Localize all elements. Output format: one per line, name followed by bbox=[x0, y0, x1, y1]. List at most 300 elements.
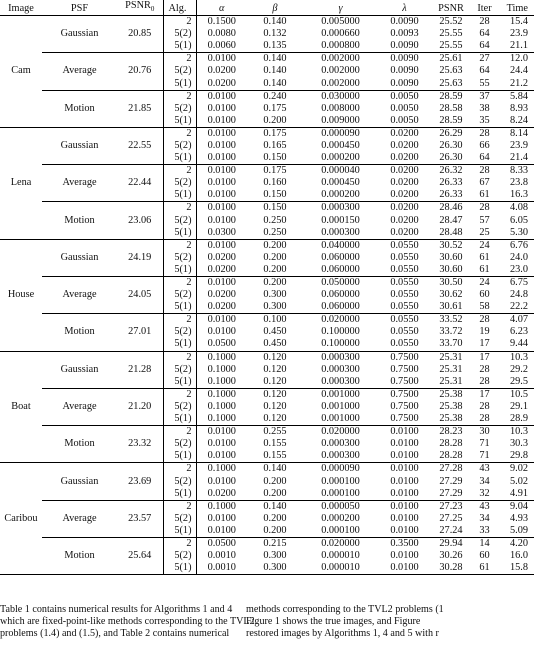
cell-psnr: 28.46 bbox=[439, 202, 463, 214]
psnr0-value: 22.55 bbox=[117, 127, 163, 164]
cell-alg: 5(1) bbox=[163, 525, 196, 538]
cell-lambda: 0.0100 bbox=[390, 438, 419, 450]
cell-alg: 2 bbox=[163, 537, 196, 550]
cell-lambda: 0.7500 bbox=[390, 388, 419, 400]
cell-time: 28.9 bbox=[498, 413, 534, 426]
cell-gamma: 0.005000 bbox=[321, 16, 360, 28]
cell-alg: 5(1) bbox=[163, 78, 196, 91]
cell-alg: 5(2) bbox=[163, 364, 196, 376]
cell-gamma: 0.000200 bbox=[321, 512, 360, 524]
cell-iter: 71 bbox=[471, 450, 498, 463]
cell-alg: 5(2) bbox=[163, 140, 196, 152]
cell-gamma: 0.008000 bbox=[321, 102, 360, 114]
psf-name: Motion bbox=[42, 314, 117, 351]
psnr0-value: 23.06 bbox=[117, 202, 163, 239]
header-psnr0-subscript: 0 bbox=[150, 5, 155, 14]
image-name: Caribou bbox=[0, 463, 42, 575]
cell-psnr: 30.26 bbox=[439, 550, 463, 562]
cell-lambda: 0.0090 bbox=[378, 40, 431, 53]
cell-beta: 0.200 bbox=[263, 251, 287, 263]
cell-beta: 0.175 bbox=[263, 102, 287, 114]
cell-time: 4.20 bbox=[509, 537, 528, 549]
cell-alpha: 0.0100 bbox=[207, 102, 236, 114]
cell-alpha: 0.0200 bbox=[196, 264, 247, 277]
cell-alg: 5(1) bbox=[163, 376, 196, 389]
cell-alg: 2 bbox=[163, 53, 196, 66]
cell-iter: 32 bbox=[471, 488, 498, 501]
cell-psnr: 30.61 bbox=[431, 301, 471, 314]
cell-alpha: 0.0100 bbox=[207, 475, 236, 487]
cell-alpha: 0.0100 bbox=[207, 127, 236, 139]
psnr0-value: 22.44 bbox=[117, 165, 163, 202]
cell-gamma: 0.000010 bbox=[303, 562, 378, 575]
cell-psnr: 28.58 bbox=[439, 102, 463, 114]
cell-alg: 5(2) bbox=[163, 476, 196, 488]
cell-time: 8.24 bbox=[498, 115, 534, 128]
cell-alpha: 0.0100 bbox=[207, 277, 236, 289]
psf-name: Gaussian bbox=[42, 239, 117, 276]
cell-time: 24.8 bbox=[509, 289, 528, 301]
cell-alpha: 0.0100 bbox=[207, 214, 236, 226]
table-row bbox=[0, 90, 534, 103]
psnr0-value: 24.19 bbox=[117, 239, 163, 276]
cell-alg: 5(1) bbox=[163, 562, 196, 575]
cell-beta: 0.150 bbox=[247, 189, 303, 202]
cell-gamma: 0.009000 bbox=[303, 115, 378, 128]
table-row bbox=[0, 500, 534, 513]
cell-psnr: 33.52 bbox=[439, 314, 463, 326]
cell-time: 10.5 bbox=[509, 388, 528, 400]
cell-alpha: 0.1000 bbox=[196, 413, 247, 426]
cell-gamma: 0.000100 bbox=[321, 475, 360, 487]
table-row bbox=[0, 426, 534, 439]
cell-beta: 0.200 bbox=[247, 488, 303, 501]
cell-alg: 2 bbox=[163, 500, 196, 513]
cell-beta: 0.132 bbox=[263, 28, 287, 40]
psf-name: Motion bbox=[42, 202, 117, 239]
cell-lambda: 0.0200 bbox=[390, 214, 419, 226]
cell-beta: 0.175 bbox=[263, 165, 287, 177]
cell-psnr: 26.33 bbox=[431, 189, 471, 202]
cell-gamma: 0.000040 bbox=[321, 165, 360, 177]
cell-iter: 35 bbox=[471, 115, 498, 128]
cell-beta: 0.120 bbox=[263, 363, 287, 375]
cell-psnr: 28.48 bbox=[431, 227, 471, 240]
cell-iter: 28 bbox=[479, 165, 490, 177]
cell-psnr: 29.94 bbox=[439, 537, 463, 549]
cell-psnr: 26.29 bbox=[439, 127, 463, 139]
cell-gamma: 0.002000 bbox=[303, 78, 378, 91]
cell-alg: 5(1) bbox=[163, 40, 196, 53]
cell-time: 6.75 bbox=[509, 277, 528, 289]
cell-beta: 0.300 bbox=[247, 301, 303, 314]
cell-iter: 28 bbox=[471, 376, 498, 389]
cell-iter: 60 bbox=[479, 289, 490, 301]
cell-alpha: 0.0200 bbox=[196, 301, 247, 314]
cell-alg: 2 bbox=[163, 314, 196, 327]
cell-beta: 0.120 bbox=[247, 413, 303, 426]
cell-lambda: 0.0200 bbox=[390, 139, 419, 151]
cell-iter: 64 bbox=[471, 152, 498, 165]
body-text-line: restored images by Algorithms 1, 4 and 5 with r bbox=[246, 628, 439, 640]
cell-alg: 5(1) bbox=[163, 450, 196, 463]
cell-alg: 2 bbox=[163, 16, 196, 29]
cell-time: 23.8 bbox=[509, 177, 528, 189]
cell-beta: 0.140 bbox=[263, 500, 287, 512]
cell-beta: 0.300 bbox=[263, 289, 287, 301]
cell-time: 5.02 bbox=[509, 475, 528, 487]
cell-iter: 19 bbox=[479, 326, 490, 338]
cell-alg: 2 bbox=[163, 90, 196, 103]
cell-psnr: 25.61 bbox=[439, 53, 463, 65]
cell-psnr: 25.55 bbox=[431, 40, 471, 53]
cell-time: 6.05 bbox=[509, 214, 528, 226]
cell-time: 24.4 bbox=[509, 65, 528, 77]
header-beta: β bbox=[247, 0, 303, 16]
cell-alpha: 0.0100 bbox=[207, 202, 236, 214]
cell-beta: 0.160 bbox=[263, 177, 287, 189]
table-row bbox=[0, 239, 534, 252]
cell-gamma: 0.000010 bbox=[321, 550, 360, 562]
cell-alpha: 0.0100 bbox=[207, 53, 236, 65]
psf-name: Gaussian bbox=[42, 127, 117, 164]
cell-gamma: 0.100000 bbox=[303, 338, 378, 351]
cell-beta: 0.200 bbox=[247, 115, 303, 128]
cell-beta: 0.215 bbox=[263, 537, 287, 549]
body-text-line: Table 1 contains numerical results for Algorithms 1 and 4 bbox=[0, 604, 233, 615]
cell-alpha: 0.0100 bbox=[207, 512, 236, 524]
cell-alg: 5(1) bbox=[163, 488, 196, 501]
psnr0-value: 23.57 bbox=[117, 500, 163, 537]
cell-alg: 2 bbox=[163, 388, 196, 401]
image-name: House bbox=[0, 239, 42, 351]
cell-psnr: 27.28 bbox=[439, 463, 463, 475]
cell-iter: 61 bbox=[479, 251, 490, 263]
psnr0-value: 21.20 bbox=[117, 388, 163, 425]
image-name: Lena bbox=[0, 127, 42, 239]
psnr0-value: 27.01 bbox=[117, 314, 163, 351]
cell-time: 23.0 bbox=[498, 264, 534, 277]
cell-gamma: 0.100000 bbox=[321, 326, 360, 338]
cell-alg: 2 bbox=[163, 165, 196, 178]
cell-beta: 0.200 bbox=[263, 475, 287, 487]
table-row bbox=[0, 16, 534, 29]
cell-lambda: 0.0200 bbox=[378, 227, 431, 240]
cell-lambda: 0.0550 bbox=[378, 264, 431, 277]
cell-time: 9.04 bbox=[509, 500, 528, 512]
cell-gamma: 0.000300 bbox=[303, 450, 378, 463]
psf-name: Average bbox=[42, 277, 117, 314]
cell-iter: 25 bbox=[471, 227, 498, 240]
cell-gamma: 0.000450 bbox=[321, 139, 360, 151]
table-row bbox=[0, 463, 534, 476]
cell-beta: 0.120 bbox=[263, 400, 287, 412]
cell-alg: 5(1) bbox=[163, 264, 196, 277]
cell-beta: 0.240 bbox=[263, 90, 287, 102]
cell-beta: 0.140 bbox=[263, 463, 287, 475]
cell-gamma: 0.002000 bbox=[321, 65, 360, 77]
cell-iter: 34 bbox=[479, 475, 490, 487]
cell-time: 29.5 bbox=[498, 376, 534, 389]
cell-psnr: 25.63 bbox=[439, 65, 463, 77]
psf-name: Gaussian bbox=[42, 16, 117, 53]
cell-alg: 2 bbox=[163, 127, 196, 140]
cell-psnr: 26.32 bbox=[439, 165, 463, 177]
cell-lambda: 0.0100 bbox=[390, 550, 419, 562]
cell-beta: 0.150 bbox=[263, 202, 287, 214]
cell-lambda: 0.0200 bbox=[390, 202, 419, 214]
cell-alpha: 0.1000 bbox=[207, 463, 236, 475]
cell-lambda: 0.0100 bbox=[378, 450, 431, 463]
cell-beta: 0.140 bbox=[263, 65, 287, 77]
cell-iter: 33 bbox=[471, 525, 498, 538]
image-name: Boat bbox=[0, 351, 42, 463]
cell-beta: 0.300 bbox=[263, 550, 287, 562]
psnr0-value: 20.76 bbox=[117, 53, 163, 90]
cell-alpha: 0.0300 bbox=[196, 227, 247, 240]
psnr0-value: 20.85 bbox=[117, 16, 163, 53]
cell-alg: 5(2) bbox=[163, 513, 196, 525]
cell-beta: 0.450 bbox=[263, 326, 287, 338]
cell-gamma: 0.000450 bbox=[321, 177, 360, 189]
cell-alpha: 0.0500 bbox=[196, 338, 247, 351]
cell-alpha: 0.0100 bbox=[196, 525, 247, 538]
cell-gamma: 0.050000 bbox=[321, 277, 360, 289]
cell-iter: 66 bbox=[479, 139, 490, 151]
cell-time: 9.44 bbox=[498, 338, 534, 351]
cell-beta: 0.450 bbox=[247, 338, 303, 351]
cell-gamma: 0.030000 bbox=[321, 90, 360, 102]
cell-psnr: 30.50 bbox=[439, 277, 463, 289]
cell-alpha: 0.0100 bbox=[207, 426, 236, 438]
cell-gamma: 0.060000 bbox=[321, 289, 360, 301]
cell-beta: 0.150 bbox=[247, 152, 303, 165]
cell-iter: 24 bbox=[479, 277, 490, 289]
cell-gamma: 0.000300 bbox=[321, 438, 360, 450]
body-text-line: which are fixed-point-like methods corresponding to the TVL2 bbox=[0, 616, 255, 628]
cell-iter: 64 bbox=[479, 65, 490, 77]
header-psnr: PSNR bbox=[431, 0, 471, 16]
header-alg: Alg. bbox=[163, 0, 196, 16]
cell-iter: 61 bbox=[471, 189, 498, 202]
cell-psnr: 28.28 bbox=[431, 450, 471, 463]
cell-lambda: 0.0200 bbox=[390, 127, 419, 139]
cell-time: 23.9 bbox=[509, 139, 528, 151]
header-image: Image bbox=[0, 0, 42, 16]
psnr0-value: 24.05 bbox=[117, 277, 163, 314]
cell-time: 15.8 bbox=[498, 562, 534, 575]
cell-psnr: 30.60 bbox=[431, 264, 471, 277]
cell-lambda: 0.0550 bbox=[390, 277, 419, 289]
body-text-line: problems (1.4) and (1.5), and Table 2 contains numerical bbox=[0, 628, 230, 640]
cell-beta: 0.135 bbox=[247, 40, 303, 53]
cell-gamma: 0.000100 bbox=[303, 525, 378, 538]
cell-gamma: 0.000200 bbox=[303, 152, 378, 165]
cell-iter: 27 bbox=[479, 53, 490, 65]
cell-alpha: 0.0080 bbox=[207, 28, 236, 40]
cell-gamma: 0.000150 bbox=[321, 214, 360, 226]
table-row bbox=[0, 277, 534, 290]
cell-beta: 0.175 bbox=[263, 127, 287, 139]
cell-lambda: 0.0550 bbox=[390, 239, 419, 251]
cell-iter: 28 bbox=[479, 202, 490, 214]
cell-time: 16.3 bbox=[498, 189, 534, 202]
header-psf: PSF bbox=[42, 0, 117, 16]
cell-beta: 0.120 bbox=[247, 376, 303, 389]
psnr0-value: 25.64 bbox=[117, 537, 163, 574]
cell-iter: 43 bbox=[479, 500, 490, 512]
cell-beta: 0.120 bbox=[263, 351, 287, 363]
cell-gamma: 0.001000 bbox=[303, 413, 378, 426]
cell-psnr: 25.31 bbox=[431, 376, 471, 389]
cell-beta: 0.140 bbox=[263, 53, 287, 65]
cell-alg: 5(2) bbox=[163, 103, 196, 115]
cell-alpha: 0.0500 bbox=[207, 537, 236, 549]
cell-beta: 0.165 bbox=[263, 139, 287, 151]
cell-lambda: 0.0050 bbox=[378, 115, 431, 128]
cell-iter: 30 bbox=[479, 426, 490, 438]
cell-alpha: 0.0200 bbox=[207, 289, 236, 301]
cell-time: 8.14 bbox=[509, 127, 528, 139]
cell-iter: 61 bbox=[471, 562, 498, 575]
table-header-row bbox=[0, 0, 534, 16]
cell-time: 8.33 bbox=[509, 165, 528, 177]
cell-beta: 0.140 bbox=[247, 78, 303, 91]
cell-gamma: 0.020000 bbox=[321, 314, 360, 326]
cell-alg: 5(1) bbox=[163, 338, 196, 351]
table-row bbox=[0, 165, 534, 178]
header-iter: Iter bbox=[471, 0, 498, 16]
body-text-right-column bbox=[246, 604, 444, 641]
cell-iter: 17 bbox=[479, 351, 490, 363]
table-row bbox=[0, 388, 534, 401]
psf-name: Gaussian bbox=[42, 463, 117, 500]
cell-time: 23.9 bbox=[509, 28, 528, 40]
cell-alpha: 0.0100 bbox=[196, 152, 247, 165]
cell-alpha: 0.1000 bbox=[207, 388, 236, 400]
cell-psnr: 25.38 bbox=[439, 400, 463, 412]
cell-beta: 0.250 bbox=[263, 214, 287, 226]
header-lambda: λ bbox=[378, 0, 431, 16]
cell-time: 6.23 bbox=[509, 326, 528, 338]
cell-alpha: 0.0100 bbox=[207, 314, 236, 326]
cell-alpha: 0.0100 bbox=[196, 189, 247, 202]
cell-iter: 34 bbox=[479, 512, 490, 524]
cell-gamma: 0.000300 bbox=[321, 202, 360, 214]
cell-alg: 5(1) bbox=[163, 227, 196, 240]
cell-alpha: 0.1000 bbox=[207, 363, 236, 375]
cell-gamma: 0.000100 bbox=[303, 488, 378, 501]
cell-iter: 14 bbox=[479, 537, 490, 549]
cell-time: 9.02 bbox=[509, 463, 528, 475]
cell-psnr: 25.31 bbox=[439, 363, 463, 375]
cell-time: 8.93 bbox=[509, 102, 528, 114]
cell-alpha: 0.0200 bbox=[207, 65, 236, 77]
cell-beta: 0.155 bbox=[247, 450, 303, 463]
cell-alg: 5(2) bbox=[163, 438, 196, 450]
cell-gamma: 0.060000 bbox=[303, 301, 378, 314]
cell-alg: 2 bbox=[163, 351, 196, 364]
cell-lambda: 0.0200 bbox=[390, 165, 419, 177]
cell-alpha: 0.1000 bbox=[207, 500, 236, 512]
cell-psnr: 28.59 bbox=[439, 90, 463, 102]
cell-lambda: 0.7500 bbox=[390, 363, 419, 375]
cell-lambda: 0.0200 bbox=[378, 152, 431, 165]
cell-lambda: 0.0550 bbox=[390, 289, 419, 301]
cell-time: 4.07 bbox=[509, 314, 528, 326]
cell-psnr: 30.60 bbox=[439, 251, 463, 263]
body-text-left-column bbox=[0, 604, 255, 641]
cell-psnr: 27.24 bbox=[431, 525, 471, 538]
cell-alpha: 0.0100 bbox=[207, 177, 236, 189]
cell-lambda: 0.0050 bbox=[390, 102, 419, 114]
cell-alpha: 0.0200 bbox=[196, 78, 247, 91]
image-name: Cam bbox=[0, 16, 42, 128]
cell-psnr: 25.63 bbox=[431, 78, 471, 91]
cell-lambda: 0.7500 bbox=[390, 400, 419, 412]
table-row bbox=[0, 53, 534, 66]
cell-time: 24.0 bbox=[509, 251, 528, 263]
psnr0-value: 21.85 bbox=[117, 90, 163, 127]
cell-alg: 5(2) bbox=[163, 252, 196, 264]
cell-alg: 5(2) bbox=[163, 550, 196, 562]
cell-iter: 28 bbox=[479, 16, 490, 28]
cell-lambda: 0.0100 bbox=[378, 488, 431, 501]
cell-time: 4.91 bbox=[498, 488, 534, 501]
cell-alg: 5(1) bbox=[163, 413, 196, 426]
psf-name: Gaussian bbox=[42, 351, 117, 388]
cell-psnr: 30.52 bbox=[439, 239, 463, 251]
cell-alg: 2 bbox=[163, 463, 196, 476]
cell-beta: 0.200 bbox=[247, 525, 303, 538]
cell-time: 15.4 bbox=[509, 16, 528, 28]
cell-beta: 0.250 bbox=[247, 227, 303, 240]
cell-lambda: 0.0100 bbox=[390, 475, 419, 487]
cell-gamma: 0.000300 bbox=[321, 363, 360, 375]
cell-gamma: 0.000660 bbox=[321, 28, 360, 40]
header-gamma: γ bbox=[303, 0, 378, 16]
table-row bbox=[0, 351, 534, 364]
cell-lambda: 0.0200 bbox=[378, 189, 431, 202]
cell-alpha: 0.1000 bbox=[196, 376, 247, 389]
cell-time: 21.4 bbox=[498, 152, 534, 165]
header-alpha: α bbox=[196, 0, 247, 16]
cell-lambda: 0.0550 bbox=[378, 338, 431, 351]
cell-psnr: 33.70 bbox=[431, 338, 471, 351]
cell-lambda: 0.0100 bbox=[390, 500, 419, 512]
cell-gamma: 0.040000 bbox=[321, 239, 360, 251]
cell-lambda: 0.3500 bbox=[390, 537, 419, 549]
cell-iter: 28 bbox=[479, 363, 490, 375]
cell-alg: 2 bbox=[163, 277, 196, 290]
cell-alg: 5(1) bbox=[163, 301, 196, 314]
cell-alg: 5(2) bbox=[163, 326, 196, 338]
cell-lambda: 0.0550 bbox=[390, 314, 419, 326]
cell-alpha: 0.0100 bbox=[207, 165, 236, 177]
cell-gamma: 0.000300 bbox=[321, 351, 360, 363]
psf-name: Average bbox=[42, 388, 117, 425]
cell-alpha: 0.0100 bbox=[196, 115, 247, 128]
cell-gamma: 0.000090 bbox=[321, 127, 360, 139]
cell-alg: 5(1) bbox=[163, 115, 196, 128]
cell-lambda: 0.7500 bbox=[378, 413, 431, 426]
cell-lambda: 0.0090 bbox=[378, 78, 431, 91]
cell-iter: 55 bbox=[471, 78, 498, 91]
cell-alpha: 0.0100 bbox=[207, 326, 236, 338]
cell-alpha: 0.0100 bbox=[207, 139, 236, 151]
cell-alpha: 0.1000 bbox=[207, 400, 236, 412]
cell-iter: 28 bbox=[479, 127, 490, 139]
